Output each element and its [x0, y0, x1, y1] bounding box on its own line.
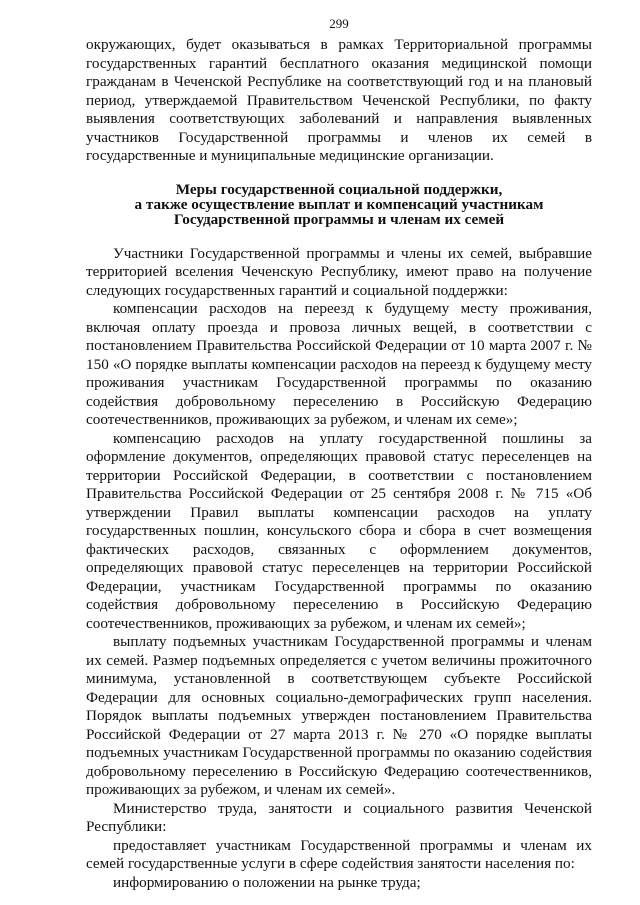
page-number: 299	[329, 16, 349, 31]
paragraph-continued: окружающих, будет оказываться в рамках Территориальной программы государственных гарантий бесплатного оказания медицинской помощи гражданам в Чеченской Республике на соответствующий год и на плановый период, утверждаемой Правительством Чеченской Республики, по факту выявления соответствующих заболеваний и направления выявленных участников Государственной программы и членов их семей в государственные и муниципальные медицинские организации.	[86, 36, 592, 164]
heading-line-1: Меры государственной социальной поддержки,	[175, 180, 503, 198]
paragraph-relocation-compensation: компенсации расходов на переезд к будущему месту проживания, включая оплату проезда и провоза личных вещей, в соответствии с постановлением Правительства Российской Федерации от 10 марта 2007 г. № 150 «О порядке выплаты компенсации расходов на переезд к будущему месту проживания участникам Государственной программы по оказанию содействия добровольному переселению в Российскую Федерацию соотечественников, проживающих за рубежом, и членам их семе»;	[86, 300, 592, 428]
heading-line-3: Государственной программы и членам их семей	[173, 210, 505, 228]
paragraph-ministry: Министерство труда, занятости и социального развития Чеченской Республики:	[86, 799, 592, 835]
section-heading	[86, 182, 592, 227]
document-page	[86, 0, 592, 892]
heading-line-2: а также осуществление выплат и компенсаций участникам	[134, 195, 544, 213]
paragraph-duty-compensation: компенсацию расходов на уплату государственной пошлины за оформление документов, определяющих правовой статус переселенцев на территории Российской Федерации, в соответствии с постановлением Правительства Российской Федерации от 25 сентября 2008 г. № 715 «Об утверждении Правил выплаты компенсации расходов на уплату государственных пошлин, консульского сбора и сбора в счет возмещения фактических расходов, связанных с оформлением документов, определяющих правовой статус переселенцев на территории Российской Федерации, участникам Государственной программы по оказанию содействия добровольному переселению в Российскую Федерацию соотечественников, проживающих за рубежом, и членам их семей»;	[86, 429, 592, 632]
paragraph-participants-rights: Участники Государственной программы и члены их семей, выбравшие территорией вселения Чеченскую Республику, имеют право на получение следующих государственных гарантий и социальной поддержки:	[86, 244, 592, 299]
paragraph-labor-market-info: информированию о положении на рынке труда;	[113, 873, 421, 891]
paragraph-employment-services: предоставляет участникам Государственной программы и членам их семей государственные услуги в сфере содействия занятости населения по:	[86, 836, 592, 872]
paragraph-lifting-allowance: выплату подъемных участникам Государственной программы и членам их семей. Размер подъемных определяется с учетом величины прожиточного минимума, установленной в соответствующем субъекте Российской Федерации для основных социально-демографических групп населения. Порядок выплаты подъемных утвержден постановлением Правительства Российской Федерации от 27 марта 2013 г. № 270 «О порядке выплаты подъемных участникам Государственной программы по оказанию содействия добровольному переселению в Российскую Федерацию соотечественников, проживающих за рубежом, и членам их семей».	[86, 633, 592, 798]
